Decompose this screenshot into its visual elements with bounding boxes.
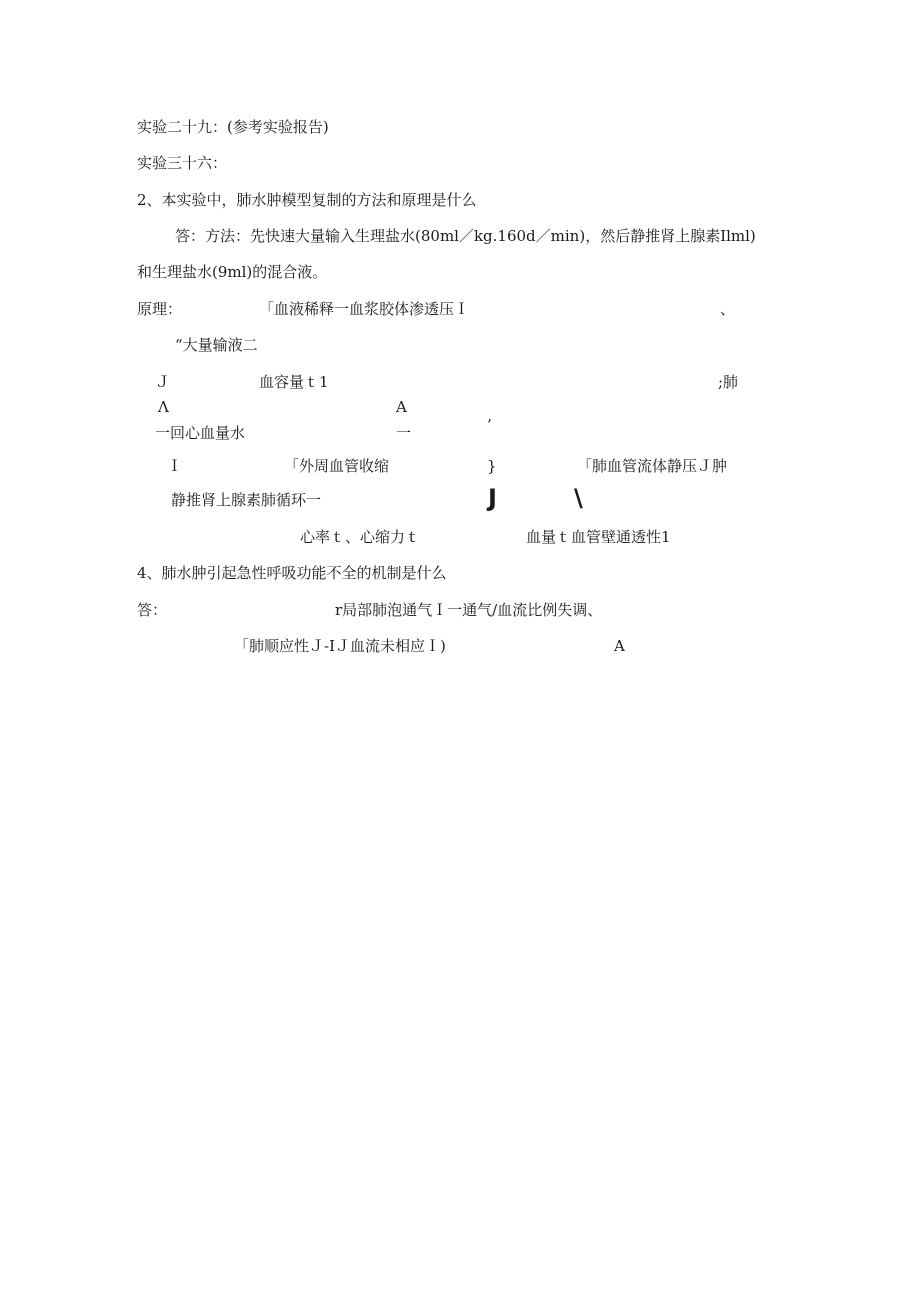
diagram-text: J [488, 484, 497, 512]
principle-label: 原理： [137, 300, 183, 318]
answer-label: 答： [137, 601, 168, 619]
diagram-text: 、 [720, 300, 736, 318]
diagram-text: 血容量ｔ1 [259, 373, 329, 391]
diagram-text: 静推肾上腺素肺循环一 [171, 491, 322, 509]
diagram-text: A [396, 398, 407, 416]
diagram-text: 一 [396, 424, 412, 442]
diagram-text: “大量输液二 [175, 336, 258, 354]
diagram-text: \ [574, 484, 583, 512]
diagram-text: Λ [158, 398, 169, 416]
diagram-text: } [487, 457, 497, 475]
diagram-text: 血量ｔ血管壁通透性1 [526, 528, 671, 546]
diagram-text: 「肺血管流体静压Ｊ肿 [577, 457, 728, 475]
diagram-text: 心率ｔ、心缩力ｔ [300, 528, 421, 546]
diagram-text: Ｊ [155, 373, 171, 391]
heading-experiment-29: 实验二十九：(参考实验报告) [137, 118, 329, 136]
diagram-text: ’ [487, 416, 492, 434]
diagram-text: 「肺顺应性Ｊ-IＪ血流未相应Ｉ) [234, 637, 446, 655]
answer-method-line-2: 和生理盐水(9ml)的混合液。 [137, 263, 328, 281]
diagram-text: Ｉ [167, 457, 183, 475]
heading-experiment-36: 实验三十六： [137, 154, 228, 172]
diagram-text: 一回心血量水 [155, 424, 246, 442]
question-4: 4、肺水肿引起急性呼吸功能不全的机制是什么 [137, 564, 447, 582]
diagram-text: A [614, 637, 625, 655]
diagram-text: r局部肺泡通气Ｉ一通气/血流比例失调、 [335, 601, 603, 619]
question-2: 2、本实验中，肺水肿模型复制的方法和原理是什么 [137, 191, 477, 209]
diagram-text: 「血液稀释一血浆胶体渗透压Ｉ [259, 300, 470, 318]
diagram-text: 「外周血管收缩 [284, 457, 390, 475]
answer-method-line-1: 答：方法：先快速大量输入生理盐水(80ml／kg.160d／min)，然后静推肾上腺素Ilml) [175, 227, 756, 245]
diagram-text: ;肺 [718, 373, 739, 391]
